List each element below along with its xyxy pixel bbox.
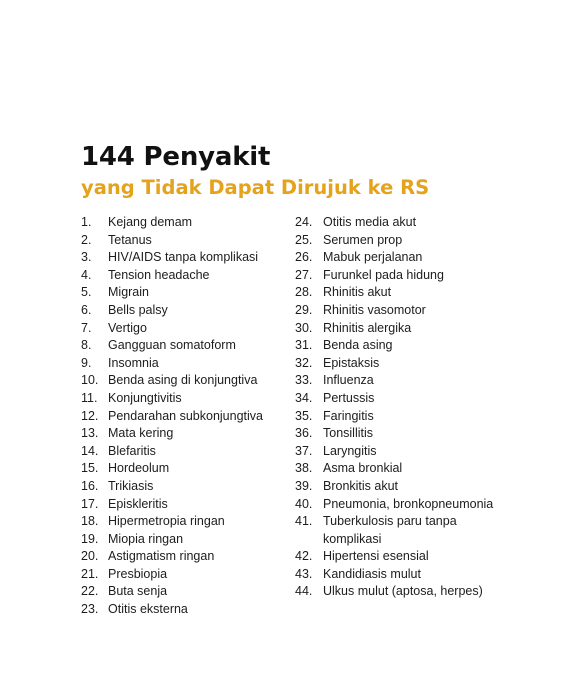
- item-number: 8.: [81, 338, 92, 353]
- item-number: 21.: [81, 566, 99, 581]
- item-name: Gangguan somatoform: [108, 338, 236, 353]
- item-number: 10.: [81, 373, 99, 388]
- item-number: 41.: [295, 514, 313, 529]
- list-item: [81, 531, 296, 549]
- item-number: 3.: [81, 250, 92, 265]
- list-item: [295, 583, 510, 601]
- list-item: [81, 284, 296, 302]
- list-item: [295, 513, 510, 548]
- item-name: Pneumonia, bronkopneumonia: [323, 496, 494, 511]
- list-item: [295, 214, 510, 232]
- item-name: Bells palsy: [108, 302, 168, 317]
- item-number: 18.: [81, 514, 99, 529]
- item-name: Pertussis: [323, 390, 375, 405]
- item-name: Kejang demam: [108, 215, 193, 229]
- list-item: [295, 337, 510, 355]
- list-item: [295, 302, 510, 320]
- item-number: 27.: [295, 267, 313, 282]
- item-number: 23.: [81, 602, 99, 617]
- item-number: 11.: [81, 390, 98, 405]
- item-name: Serumen prop: [323, 232, 403, 247]
- item-number: 36.: [295, 426, 313, 441]
- item-name: Tetanus: [108, 232, 152, 247]
- item-name: Faringitis: [323, 408, 374, 423]
- list-item: [295, 478, 510, 496]
- item-number: 30.: [295, 320, 313, 335]
- list-item: [81, 372, 296, 390]
- item-name: Konjungtivitis: [108, 390, 182, 405]
- item-number: 42.: [295, 549, 313, 564]
- item-name: Presbiopia: [108, 566, 168, 581]
- item-name: Laryngitis: [323, 443, 377, 458]
- item-number: 28.: [295, 285, 313, 300]
- item-name: Miopia ringan: [108, 531, 184, 546]
- item-name: Influenza: [323, 373, 374, 388]
- list-item: [295, 496, 510, 514]
- item-name: Rhinitis vasomotor: [323, 302, 426, 317]
- item-name: Asma bronkial: [323, 461, 403, 476]
- list-item: [81, 320, 296, 338]
- item-number: 1.: [81, 215, 92, 229]
- item-number: 40.: [295, 496, 313, 511]
- item-name: Furunkel pada hidung: [323, 267, 444, 282]
- list-item: [295, 320, 510, 338]
- item-name: Blefaritis: [108, 443, 156, 458]
- item-number: 12.: [81, 408, 99, 423]
- item-number: 33.: [295, 373, 313, 388]
- item-number: 25.: [295, 232, 313, 247]
- item-number: 31.: [295, 338, 313, 353]
- item-number: 17.: [81, 496, 99, 511]
- list-item: [81, 460, 296, 478]
- item-name: Benda asing: [323, 338, 393, 353]
- item-name: Bronkitis akut: [323, 478, 399, 493]
- list-item: [295, 355, 510, 373]
- item-name: Pendarahan subkonjungtiva: [108, 408, 263, 423]
- list-item: [81, 496, 296, 514]
- list-item: [81, 548, 296, 566]
- item-number: 38.: [295, 461, 313, 476]
- item-name: Epistaksis: [323, 355, 380, 370]
- item-number: 39.: [295, 478, 313, 493]
- item-name: Buta senja: [108, 584, 168, 599]
- item-number: 7.: [81, 320, 92, 335]
- list-item: [295, 443, 510, 461]
- item-number: 22.: [81, 584, 99, 599]
- list-item: [295, 390, 510, 408]
- item-name: Tension headache: [108, 267, 210, 282]
- list-item: [81, 337, 296, 355]
- item-name: Insomnia: [108, 355, 159, 370]
- page-title: 144 Penyakit: [81, 142, 271, 172]
- list-item: [81, 355, 296, 373]
- list-item: [295, 232, 510, 250]
- list-item: [81, 478, 296, 496]
- item-number: 24.: [295, 215, 313, 229]
- item-number: 29.: [295, 302, 313, 317]
- item-number: 9.: [81, 355, 92, 370]
- list-item: [81, 302, 296, 320]
- list-item: [81, 443, 296, 461]
- disease-list-right-column: [295, 214, 510, 601]
- item-name: Ulkus mulut (aptosa, herpes): [323, 584, 483, 599]
- list-item: [81, 513, 296, 531]
- item-number: 15.: [81, 461, 99, 476]
- list-item: [81, 232, 296, 250]
- item-number: 2.: [81, 232, 92, 247]
- item-name: Episkleritis: [108, 496, 168, 511]
- list-item: [295, 372, 510, 390]
- list-item: [81, 390, 296, 408]
- list-item: [295, 548, 510, 566]
- item-number: 26.: [295, 250, 313, 265]
- item-number: 20.: [81, 549, 99, 564]
- list-item: [81, 249, 296, 267]
- item-name: Kandidiasis mulut: [323, 566, 421, 581]
- item-name: Otitis eksterna: [108, 602, 188, 617]
- list-item: [295, 425, 510, 443]
- list-item: [81, 408, 296, 426]
- list-item: [295, 408, 510, 426]
- item-name: Tuberkulosis paru tanpa komplikasi: [323, 514, 457, 546]
- list-item: [81, 267, 296, 285]
- item-number: 34.: [295, 390, 313, 405]
- item-name: Tonsillitis: [323, 426, 374, 441]
- item-name: Hordeolum: [108, 461, 170, 476]
- item-number: 5.: [81, 285, 92, 300]
- page-subtitle: yang Tidak Dapat Dirujuk ke RS: [81, 176, 430, 199]
- item-name: Astigmatism ringan: [108, 549, 215, 564]
- list-item: [295, 249, 510, 267]
- list-item: [295, 284, 510, 302]
- item-name: Rhinitis alergika: [323, 320, 412, 335]
- item-number: 44.: [295, 584, 313, 599]
- item-number: 16.: [81, 478, 99, 493]
- list-item: [295, 460, 510, 478]
- list-item: [81, 566, 296, 584]
- list-item: [81, 601, 296, 619]
- list-item: [295, 267, 510, 285]
- item-name: Benda asing di konjungtiva: [108, 373, 258, 388]
- item-number: 35.: [295, 408, 313, 423]
- item-number: 4.: [81, 267, 92, 282]
- disease-list-left-column: [81, 214, 296, 619]
- item-name: Hipermetropia ringan: [108, 514, 225, 529]
- item-number: 43.: [295, 566, 313, 581]
- item-name: Hipertensi esensial: [323, 549, 429, 564]
- item-number: 32.: [295, 355, 313, 370]
- item-name: Rhinitis akut: [323, 285, 392, 300]
- list-item: [81, 214, 296, 232]
- item-name: Mabuk perjalanan: [323, 250, 423, 265]
- item-number: 14.: [81, 443, 99, 458]
- item-number: 19.: [81, 531, 99, 546]
- list-item: [81, 425, 296, 443]
- item-number: 37.: [295, 443, 313, 458]
- item-name: Migrain: [108, 285, 149, 300]
- item-number: 13.: [81, 426, 99, 441]
- list-item: [295, 566, 510, 584]
- list-item: [81, 583, 296, 601]
- item-number: 6.: [81, 302, 92, 317]
- item-name: HIV/AIDS tanpa komplikasi: [108, 250, 259, 265]
- item-name: Otitis media akut: [323, 215, 417, 229]
- item-name: Vertigo: [108, 320, 147, 335]
- item-name: Mata kering: [108, 426, 174, 441]
- item-name: Trikiasis: [108, 478, 154, 493]
